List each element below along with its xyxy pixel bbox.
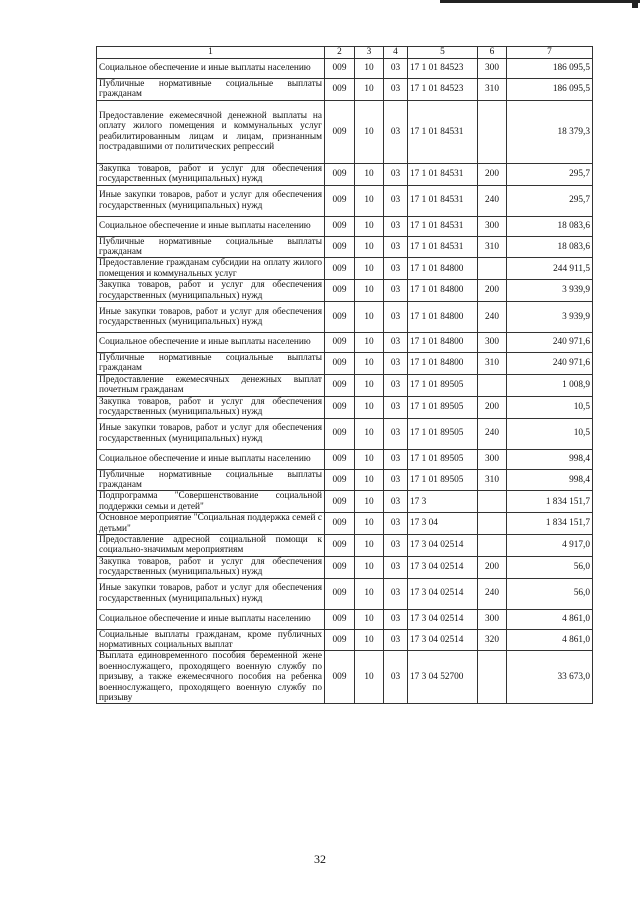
ministry-code-cell: 009 bbox=[325, 578, 355, 609]
subsection-code-cell: 03 bbox=[384, 469, 408, 491]
scan-edge-mark bbox=[440, 0, 640, 3]
description-cell: Подпрограмма "Совершенствование социальной поддержки семьи и детей" bbox=[97, 491, 325, 513]
section-code-cell: 10 bbox=[355, 353, 384, 375]
description-cell: Предоставление гражданам субсидии на оплату жилого помещения и коммунальных услуг bbox=[97, 258, 325, 280]
ministry-code-cell: 009 bbox=[325, 258, 355, 280]
expense-type-cell: 310 bbox=[478, 236, 507, 258]
ministry-code-cell: 009 bbox=[325, 302, 355, 333]
section-code-cell: 10 bbox=[355, 578, 384, 609]
ministry-code-cell: 009 bbox=[325, 79, 355, 101]
target-article-cell: 17 1 01 84531 bbox=[408, 185, 478, 216]
amount-cell: 10,5 bbox=[507, 418, 593, 449]
table-row bbox=[97, 513, 593, 535]
table-row bbox=[97, 556, 593, 578]
description-cell: Социальное обеспечение и иные выплаты населению bbox=[97, 609, 325, 629]
expense-type-cell: 200 bbox=[478, 163, 507, 185]
description-cell: Публичные нормативные социальные выплаты гражданам bbox=[97, 79, 325, 101]
ministry-code-cell: 009 bbox=[325, 651, 355, 704]
description-cell: Социальное обеспечение и иные выплаты населению bbox=[97, 216, 325, 236]
description-cell: Закупка товаров, работ и услуг для обеспечения государственных (муниципальных) нужд bbox=[97, 556, 325, 578]
table-row bbox=[97, 302, 593, 333]
ministry-code-cell: 009 bbox=[325, 59, 355, 79]
description-cell: Закупка товаров, работ и услуг для обеспечения государственных (муниципальных) нужд bbox=[97, 396, 325, 418]
expense-type-cell: 200 bbox=[478, 556, 507, 578]
expense-type-cell: 240 bbox=[478, 578, 507, 609]
target-article-cell: 17 1 01 84800 bbox=[408, 258, 478, 280]
ministry-code-cell: 009 bbox=[325, 418, 355, 449]
ministry-code-cell: 009 bbox=[325, 469, 355, 491]
subsection-code-cell: 03 bbox=[384, 216, 408, 236]
header-cell: 4 bbox=[384, 47, 408, 59]
description-cell: Закупка товаров, работ и услуг для обеспечения государственных (муниципальных) нужд bbox=[97, 280, 325, 302]
ministry-code-cell: 009 bbox=[325, 609, 355, 629]
description-cell: Публичные нормативные социальные выплаты гражданам bbox=[97, 236, 325, 258]
table-row bbox=[97, 185, 593, 216]
section-code-cell: 10 bbox=[355, 513, 384, 535]
section-code-cell: 10 bbox=[355, 236, 384, 258]
subsection-code-cell: 03 bbox=[384, 449, 408, 469]
target-article-cell: 17 1 01 84800 bbox=[408, 353, 478, 375]
header-cell: 5 bbox=[408, 47, 478, 59]
expense-type-cell bbox=[478, 258, 507, 280]
header-cell: 1 bbox=[97, 47, 325, 59]
subsection-code-cell: 03 bbox=[384, 556, 408, 578]
table-row bbox=[97, 59, 593, 79]
table-row bbox=[97, 280, 593, 302]
table-row bbox=[97, 236, 593, 258]
amount-cell: 998,4 bbox=[507, 449, 593, 469]
expense-type-cell: 300 bbox=[478, 333, 507, 353]
expense-type-cell bbox=[478, 513, 507, 535]
subsection-code-cell: 03 bbox=[384, 236, 408, 258]
description-cell: Публичные нормативные социальные выплаты гражданам bbox=[97, 469, 325, 491]
expense-type-cell: 300 bbox=[478, 449, 507, 469]
target-article-cell: 17 1 01 84523 bbox=[408, 59, 478, 79]
ministry-code-cell: 009 bbox=[325, 163, 355, 185]
target-article-cell: 17 1 01 89505 bbox=[408, 396, 478, 418]
description-cell: Иные закупки товаров, работ и услуг для обеспечения государственных (муниципальных) нужд bbox=[97, 302, 325, 333]
ministry-code-cell: 009 bbox=[325, 396, 355, 418]
header-cell: 3 bbox=[355, 47, 384, 59]
amount-cell: 18 083,6 bbox=[507, 216, 593, 236]
description-cell: Публичные нормативные социальные выплаты гражданам bbox=[97, 353, 325, 375]
section-code-cell: 10 bbox=[355, 449, 384, 469]
subsection-code-cell: 03 bbox=[384, 534, 408, 556]
ministry-code-cell: 009 bbox=[325, 374, 355, 396]
subsection-code-cell: 03 bbox=[384, 491, 408, 513]
table-row bbox=[97, 374, 593, 396]
expense-type-cell: 240 bbox=[478, 302, 507, 333]
page-number: 32 bbox=[314, 852, 326, 866]
target-article-cell: 17 1 01 84800 bbox=[408, 280, 478, 302]
ministry-code-cell: 009 bbox=[325, 216, 355, 236]
table-row bbox=[97, 449, 593, 469]
amount-cell: 4 917,0 bbox=[507, 534, 593, 556]
expense-type-cell bbox=[478, 651, 507, 704]
expense-type-cell: 310 bbox=[478, 353, 507, 375]
description-cell: Иные закупки товаров, работ и услуг для обеспечения государственных (муниципальных) нужд bbox=[97, 185, 325, 216]
amount-cell: 240 971,6 bbox=[507, 353, 593, 375]
target-article-cell: 17 1 01 89505 bbox=[408, 374, 478, 396]
section-code-cell: 10 bbox=[355, 556, 384, 578]
expense-type-cell bbox=[478, 374, 507, 396]
amount-cell: 1 834 151,7 bbox=[507, 491, 593, 513]
table-row bbox=[97, 396, 593, 418]
description-cell: Социальное обеспечение и иные выплаты населению bbox=[97, 333, 325, 353]
subsection-code-cell: 03 bbox=[384, 258, 408, 280]
target-article-cell: 17 1 01 84800 bbox=[408, 333, 478, 353]
description-cell: Основное мероприятие "Социальная поддержка семей с детьми" bbox=[97, 513, 325, 535]
expense-type-cell: 320 bbox=[478, 629, 507, 651]
section-code-cell: 10 bbox=[355, 79, 384, 101]
section-code-cell: 10 bbox=[355, 59, 384, 79]
ministry-code-cell: 009 bbox=[325, 534, 355, 556]
subsection-code-cell: 03 bbox=[384, 333, 408, 353]
header-cell: 2 bbox=[325, 47, 355, 59]
amount-cell: 186 095,5 bbox=[507, 79, 593, 101]
target-article-cell: 17 3 04 bbox=[408, 513, 478, 535]
amount-cell: 3 939,9 bbox=[507, 280, 593, 302]
amount-cell: 998,4 bbox=[507, 469, 593, 491]
table-row bbox=[97, 469, 593, 491]
amount-cell: 4 861,0 bbox=[507, 609, 593, 629]
target-article-cell: 17 1 01 89505 bbox=[408, 418, 478, 449]
subsection-code-cell: 03 bbox=[384, 353, 408, 375]
subsection-code-cell: 03 bbox=[384, 578, 408, 609]
section-code-cell: 10 bbox=[355, 185, 384, 216]
section-code-cell: 10 bbox=[355, 302, 384, 333]
expense-type-cell: 310 bbox=[478, 79, 507, 101]
section-code-cell: 10 bbox=[355, 609, 384, 629]
header-cell: 7 bbox=[507, 47, 593, 59]
ministry-code-cell: 009 bbox=[325, 185, 355, 216]
ministry-code-cell: 009 bbox=[325, 100, 355, 163]
amount-cell: 56,0 bbox=[507, 556, 593, 578]
expense-type-cell: 240 bbox=[478, 418, 507, 449]
section-code-cell: 10 bbox=[355, 534, 384, 556]
subsection-code-cell: 03 bbox=[384, 609, 408, 629]
ministry-code-cell: 009 bbox=[325, 280, 355, 302]
table-row bbox=[97, 353, 593, 375]
ministry-code-cell: 009 bbox=[325, 236, 355, 258]
amount-cell: 18 379,3 bbox=[507, 100, 593, 163]
description-cell: Социальное обеспечение и иные выплаты населению bbox=[97, 449, 325, 469]
description-cell: Закупка товаров, работ и услуг для обеспечения государственных (муниципальных) нужд bbox=[97, 163, 325, 185]
target-article-cell: 17 3 04 02514 bbox=[408, 629, 478, 651]
ministry-code-cell: 009 bbox=[325, 556, 355, 578]
target-article-cell: 17 1 01 84523 bbox=[408, 79, 478, 101]
description-cell: Иные закупки товаров, работ и услуг для обеспечения государственных (муниципальных) нужд bbox=[97, 418, 325, 449]
subsection-code-cell: 03 bbox=[384, 374, 408, 396]
ministry-code-cell: 009 bbox=[325, 333, 355, 353]
scan-edge-mark bbox=[632, 0, 638, 8]
amount-cell: 18 083,6 bbox=[507, 236, 593, 258]
subsection-code-cell: 03 bbox=[384, 629, 408, 651]
subsection-code-cell: 03 bbox=[384, 302, 408, 333]
table-row bbox=[97, 163, 593, 185]
section-code-cell: 10 bbox=[355, 491, 384, 513]
section-code-cell: 10 bbox=[355, 216, 384, 236]
subsection-code-cell: 03 bbox=[384, 513, 408, 535]
description-cell: Предоставление ежемесячных денежных выплат почетным гражданам bbox=[97, 374, 325, 396]
subsection-code-cell: 03 bbox=[384, 396, 408, 418]
expense-type-cell: 200 bbox=[478, 280, 507, 302]
ministry-code-cell: 009 bbox=[325, 353, 355, 375]
target-article-cell: 17 3 bbox=[408, 491, 478, 513]
subsection-code-cell: 03 bbox=[384, 79, 408, 101]
target-article-cell: 17 1 01 84800 bbox=[408, 302, 478, 333]
section-code-cell: 10 bbox=[355, 280, 384, 302]
table-row bbox=[97, 333, 593, 353]
description-cell: Предоставление ежемесячной денежной выплаты на оплату жилого помещения и коммунальных услуг реабилитированным лицам и лицам, признанным пострадавшими от политических репрессий bbox=[97, 100, 325, 163]
header-cell: 6 bbox=[478, 47, 507, 59]
target-article-cell: 17 3 04 02514 bbox=[408, 609, 478, 629]
amount-cell: 3 939,9 bbox=[507, 302, 593, 333]
section-code-cell: 10 bbox=[355, 418, 384, 449]
table-row bbox=[97, 629, 593, 651]
expense-type-cell: 200 bbox=[478, 396, 507, 418]
target-article-cell: 17 3 04 02514 bbox=[408, 534, 478, 556]
section-code-cell: 10 bbox=[355, 333, 384, 353]
amount-cell: 33 673,0 bbox=[507, 651, 593, 704]
table-row bbox=[97, 534, 593, 556]
budget-table bbox=[96, 46, 593, 704]
description-cell: Иные закупки товаров, работ и услуг для обеспечения государственных (муниципальных) нужд bbox=[97, 578, 325, 609]
subsection-code-cell: 03 bbox=[384, 185, 408, 216]
expense-type-cell bbox=[478, 100, 507, 163]
section-code-cell: 10 bbox=[355, 651, 384, 704]
subsection-code-cell: 03 bbox=[384, 59, 408, 79]
amount-cell: 186 095,5 bbox=[507, 59, 593, 79]
ministry-code-cell: 009 bbox=[325, 449, 355, 469]
table-row bbox=[97, 216, 593, 236]
amount-cell: 1 008,9 bbox=[507, 374, 593, 396]
ministry-code-cell: 009 bbox=[325, 513, 355, 535]
subsection-code-cell: 03 bbox=[384, 280, 408, 302]
amount-cell: 56,0 bbox=[507, 578, 593, 609]
expense-type-cell: 310 bbox=[478, 469, 507, 491]
amount-cell: 240 971,6 bbox=[507, 333, 593, 353]
expense-type-cell: 300 bbox=[478, 216, 507, 236]
target-article-cell: 17 1 01 89505 bbox=[408, 469, 478, 491]
table-row bbox=[97, 651, 593, 704]
target-article-cell: 17 1 01 84531 bbox=[408, 216, 478, 236]
section-code-cell: 10 bbox=[355, 396, 384, 418]
section-code-cell: 10 bbox=[355, 374, 384, 396]
section-code-cell: 10 bbox=[355, 629, 384, 651]
amount-cell: 244 911,5 bbox=[507, 258, 593, 280]
ministry-code-cell: 009 bbox=[325, 629, 355, 651]
target-article-cell: 17 1 01 84531 bbox=[408, 100, 478, 163]
target-article-cell: 17 3 04 02514 bbox=[408, 578, 478, 609]
section-code-cell: 10 bbox=[355, 258, 384, 280]
table-row bbox=[97, 79, 593, 101]
amount-cell: 1 834 151,7 bbox=[507, 513, 593, 535]
amount-cell: 295,7 bbox=[507, 185, 593, 216]
section-code-cell: 10 bbox=[355, 100, 384, 163]
target-article-cell: 17 3 04 52700 bbox=[408, 651, 478, 704]
section-code-cell: 10 bbox=[355, 163, 384, 185]
ministry-code-cell: 009 bbox=[325, 491, 355, 513]
target-article-cell: 17 1 01 84531 bbox=[408, 163, 478, 185]
subsection-code-cell: 03 bbox=[384, 418, 408, 449]
target-article-cell: 17 3 04 02514 bbox=[408, 556, 478, 578]
section-code-cell: 10 bbox=[355, 469, 384, 491]
description-cell: Социальное обеспечение и иные выплаты населению bbox=[97, 59, 325, 79]
expense-type-cell: 300 bbox=[478, 59, 507, 79]
expense-type-cell bbox=[478, 491, 507, 513]
expense-type-cell: 300 bbox=[478, 609, 507, 629]
subsection-code-cell: 03 bbox=[384, 651, 408, 704]
description-cell: Социальные выплаты гражданам, кроме публичных нормативных социальных выплат bbox=[97, 629, 325, 651]
target-article-cell: 17 1 01 84531 bbox=[408, 236, 478, 258]
table-row bbox=[97, 491, 593, 513]
description-cell: Выплата единовременного пособия беременной жене военнослужащего, проходящего военную службу по призыву, а также ежемесячного пособия на ребенка военнослужащего, проходящего военную службу по призыву bbox=[97, 651, 325, 704]
table-row bbox=[97, 418, 593, 449]
table-row bbox=[97, 609, 593, 629]
expense-type-cell: 240 bbox=[478, 185, 507, 216]
description-cell: Предоставление адресной социальной помощи к социально-значимым мероприятиям bbox=[97, 534, 325, 556]
subsection-code-cell: 03 bbox=[384, 100, 408, 163]
target-article-cell: 17 1 01 89505 bbox=[408, 449, 478, 469]
table-row bbox=[97, 100, 593, 163]
table-row bbox=[97, 258, 593, 280]
table-row bbox=[97, 578, 593, 609]
amount-cell: 4 861,0 bbox=[507, 629, 593, 651]
subsection-code-cell: 03 bbox=[384, 163, 408, 185]
table-header-row bbox=[97, 47, 593, 59]
amount-cell: 10,5 bbox=[507, 396, 593, 418]
expense-type-cell bbox=[478, 534, 507, 556]
amount-cell: 295,7 bbox=[507, 163, 593, 185]
